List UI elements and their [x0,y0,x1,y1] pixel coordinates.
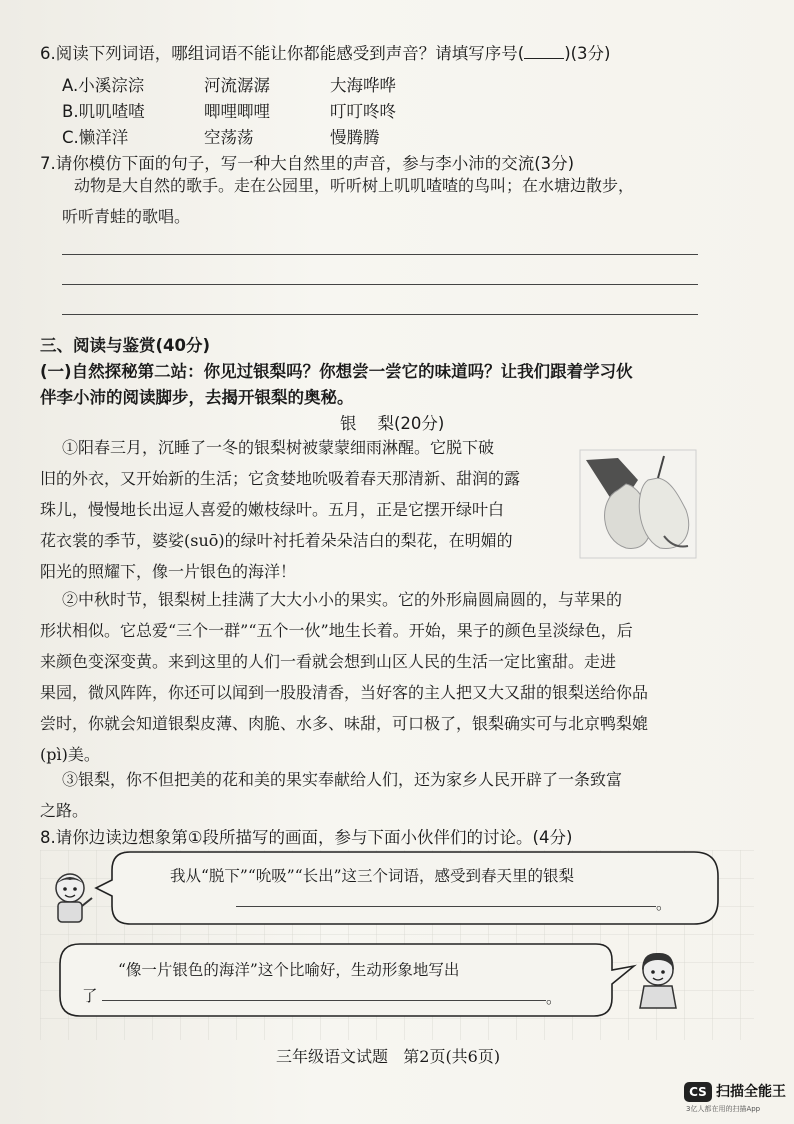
q6-option-b-2: 唧哩唧哩 [204,102,270,121]
speech-bubble-1 [90,848,722,928]
q7-answer-line-2[interactable] [62,284,698,285]
p2-line1: ②中秋时节，银梨树上挂满了大大小小的果实。它的外形扁圆扁圆的，与苹果的 [62,590,623,609]
q6-option-a-2: 河流潺潺 [204,76,270,95]
bubble2-end: 。 [546,989,562,1007]
p1-line3: 珠儿，慢慢地长出逗人喜爱的嫩枝绿叶。五月，正是它摆开绿叶白 [40,500,505,519]
p1-line4: 花衣裳的季节，婆娑(suō)的绿叶衬托着朵朵洁白的梨花，在明媚的 [40,531,513,550]
speech-bubble-2 [56,940,640,1020]
q6-score: )(3分) [564,44,611,63]
q6-stem-text: 6.阅读下列词语，哪组词语不能让你都能感受到声音？请填写序号( [40,44,525,63]
bubble2-text: “像一片银色的海洋”这个比喻好，生动形象地写出 [118,961,460,979]
girl-avatar [632,950,684,1012]
p2-line5: 尝时，你就会知道银梨皮薄、肉脆、水多、味甜，可口极了，银梨确实可与北京鸭梨媲 [40,714,649,733]
q7-example-line2: 听听青蛙的歌唱。 [62,207,191,226]
p2-line4: 果园，微风阵阵，你还可以闻到一股股清香，当好客的主人把又大又甜的银梨送给你品 [40,683,649,702]
scanner-logo-icon: CS [684,1082,712,1102]
scanner-app-name: 扫描全能王 [716,1084,786,1100]
section3-intro-line2: 伴李小沛的阅读脚步，去揭开银梨的奥秘。 [40,388,354,407]
scanner-app-slogan: 3亿人都在用的扫描App [686,1105,761,1113]
boy-avatar [46,870,94,928]
q7-answer-line-3[interactable] [62,314,698,315]
q6-option-b-1: B.叽叽喳喳 [62,102,145,121]
q6-option-c-3: 慢腾腾 [330,128,380,147]
q6-option-a-3: 大海哗哗 [330,76,396,95]
bubble2-prefix: 了 [82,987,98,1005]
p3-line1: ③银梨，你不但把美的花和美的果实奉献给人们，还为家乡人民开辟了一条致富 [62,770,623,789]
p2-line6: (pì)美。 [40,745,100,764]
passage-title: 银 梨(20分) [340,414,445,433]
p2-line3: 来颜色变深变黄。来到这里的人们一看就会想到山区人民的生活一定比蜜甜。走进 [40,652,617,671]
section3-intro-line1: (一)自然探秘第二站：你见过银梨吗？你想尝一尝它的味道吗？让我们跟着学习伙 [40,362,633,381]
bubble2-answer-line[interactable] [102,1000,546,1001]
p2-line2: 形状相似。它总爱“三个一群”“五个一伙”地生长着。开始，果子的颜色呈淡绿色，后 [40,621,633,640]
q7-stem: 7.请你模仿下面的句子，写一种大自然里的声音，参与李小沛的交流(3分) [40,154,575,173]
p1-line5: 阳光的照耀下，像一片银色的海洋！ [40,562,297,581]
q6-option-b-3: 叮叮咚咚 [330,102,396,121]
q6-option-c-2: 空荡荡 [204,128,254,147]
bubble1-end: 。 [656,895,672,913]
q6-option-c-1: C.懒洋洋 [62,128,129,147]
q6-answer-blank[interactable] [524,44,564,59]
q6-option-a-1: A.小溪淙淙 [62,76,145,95]
p1-line1: ①阳春三月，沉睡了一冬的银梨树被蒙蒙细雨淋醒。它脱下破 [62,438,495,457]
q7-example-line1: 动物是大自然的歌手。走在公园里，听听树上叽叽喳喳的鸟叫；在水塘边散步， [74,176,635,195]
q8-stem: 8.请你边读边想象第①段所描写的画面，参与下面小伙伴们的讨论。(4分) [40,828,573,847]
p1-line2: 旧的外衣，又开始新的生活；它贪婪地吮吸着春天那清新、甜润的露 [40,469,521,488]
pear-illustration [578,440,698,560]
p3-line2: 之路。 [40,801,89,820]
section3-heading: 三、阅读与鉴赏(40分) [40,336,211,355]
bubble1-text: 我从“脱下”“吮吸”“长出”这三个词语，感受到春天里的银梨 [170,867,575,885]
q6-stem [40,40,611,64]
q7-answer-line-1[interactable] [62,254,698,255]
bubble1-answer-line[interactable] [236,906,656,907]
page-footer: 三年级语文试题 第2页(共6页) [276,1047,501,1066]
